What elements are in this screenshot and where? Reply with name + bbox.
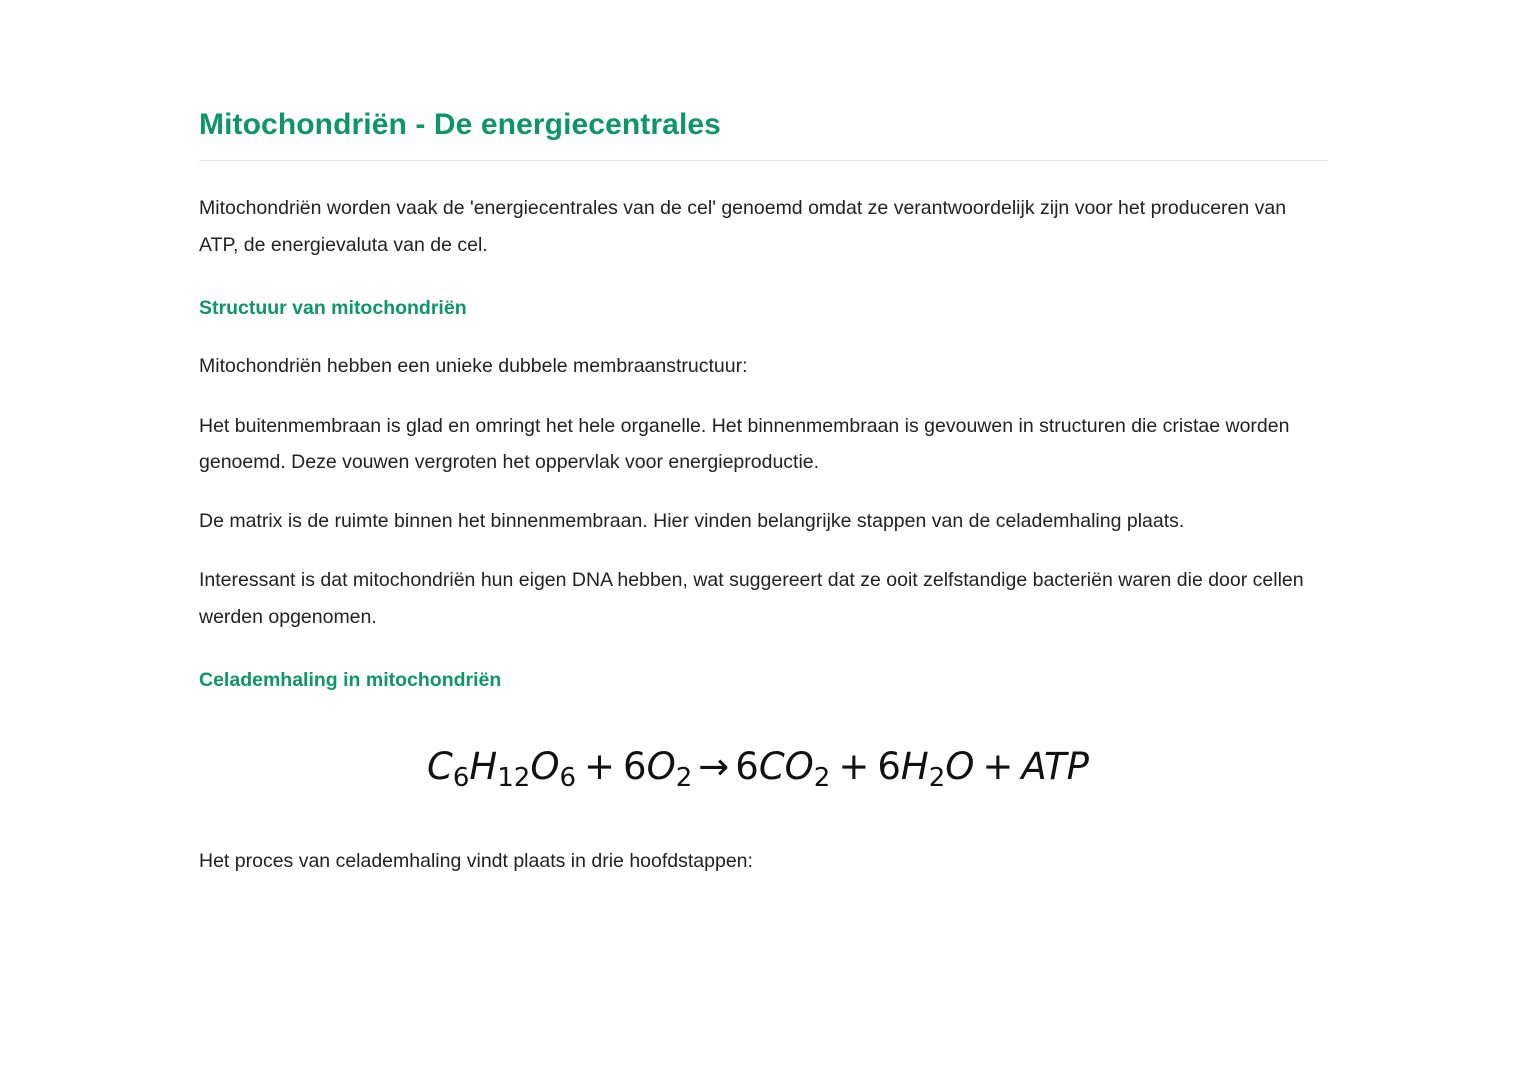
eq-arrow: →: [698, 745, 730, 788]
eq-sub: 2: [813, 763, 831, 793]
eq-term: H: [900, 745, 929, 788]
paragraph: Het buitenmembraan is glad en omringt het hele organelle. Het binnenmembraan is gevouwen in structuren die cristae worden genoemd. Deze vouwen vergroten het oppervlak voor energieproductie.: [199, 414, 1290, 473]
eq-term: C: [427, 745, 453, 788]
eq-plus: +: [982, 745, 1014, 788]
eq-plus: +: [838, 745, 870, 788]
paragraph: De matrix is de ruimte binnen het binnenmembraan. Hier vinden belangrijke stappen van de celademhaling plaats.: [199, 509, 1185, 532]
respiration-equation: [188, 745, 1328, 793]
eq-coef: 6: [877, 745, 901, 788]
eq-term: CO: [758, 745, 814, 788]
eq-plus: +: [584, 745, 616, 788]
section-heading-respiration: Celademhaling in mitochondriën: [199, 669, 502, 691]
paragraph: Het proces van celademhaling vindt plaats in drie hoofdstappen:: [199, 850, 753, 872]
eq-term: ATP: [1021, 745, 1089, 788]
eq-term: O: [530, 745, 560, 788]
page-title: Mitochondriën - De energiecentrales: [199, 108, 721, 141]
eq-sub: 2: [928, 763, 946, 793]
eq-sub: 2: [675, 763, 693, 793]
paragraph: Interessant is dat mitochondriën hun eigen DNA hebben, wat suggereert dat ze ooit zelfstandige bacteriën waren die door cellen werden opgenomen.: [199, 569, 1304, 628]
title-divider: [199, 160, 1328, 161]
paragraph: Mitochondriën hebben een unieke dubbele membraanstructuur:: [199, 355, 748, 377]
eq-term: O: [646, 745, 676, 788]
eq-sub: 12: [497, 763, 531, 793]
eq-sub: 6: [452, 763, 470, 793]
eq-term: H: [469, 745, 498, 788]
intro-paragraph: Mitochondriën worden vaak de 'energiecentrales van de cel' genoemd omdat ze verantwoordelijk zijn voor het produceren van ATP, de energievaluta van de cel.: [199, 197, 1287, 256]
document: [199, 104, 1328, 880]
eq-term: O: [945, 745, 975, 788]
eq-coef: 6: [735, 745, 759, 788]
eq-sub: 6: [559, 763, 577, 793]
eq-coef: 6: [623, 745, 647, 788]
section-heading-structure: Structuur van mitochondriën: [199, 297, 467, 319]
